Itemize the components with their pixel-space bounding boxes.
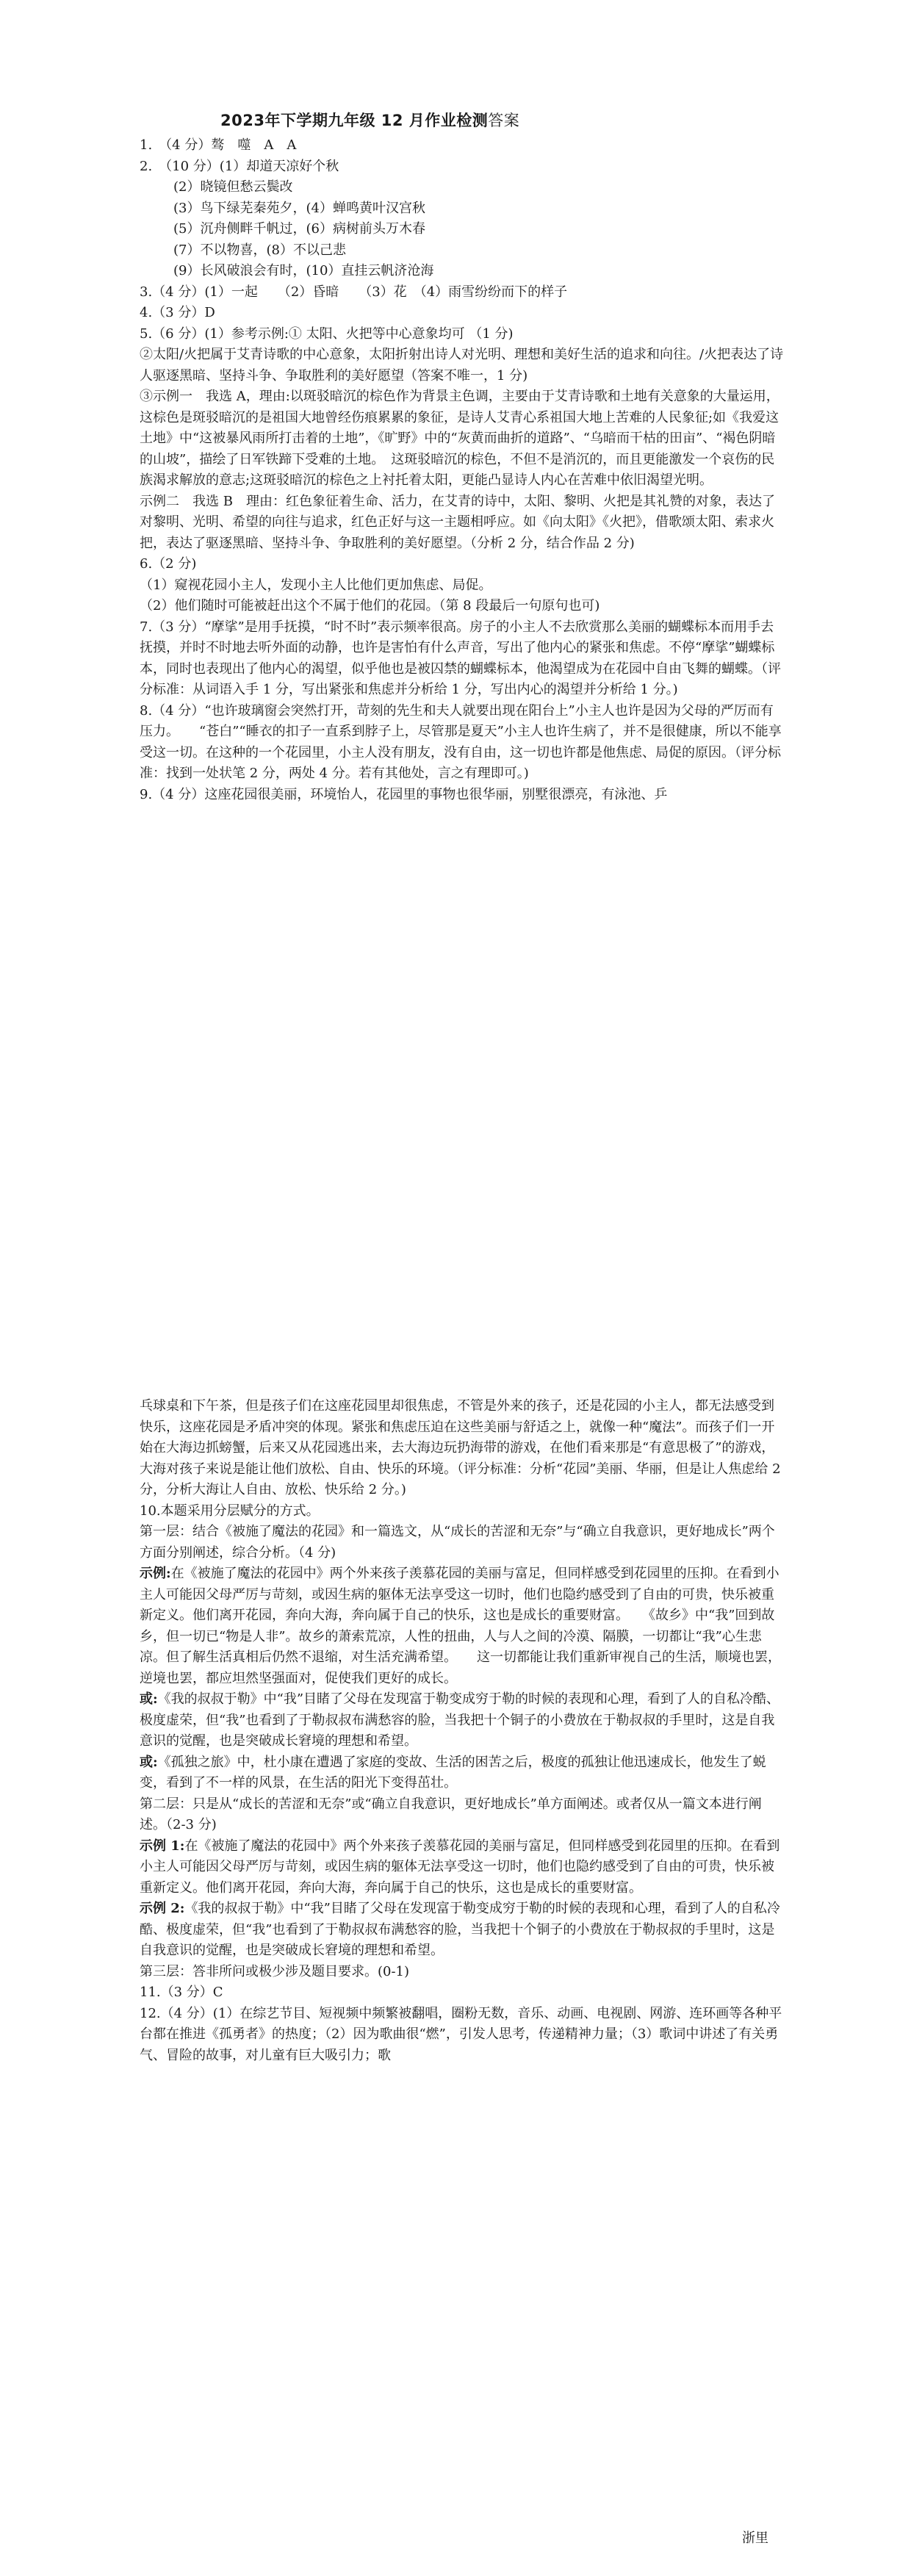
answer-q10-layer1: 第一层：结合《被施了魔法的花园》和一篇选文，从“成长的苦涩和无奈”与“确立自我意识，更好地成长”两个方面分别阐述，综合分析。（4 分) bbox=[140, 1524, 775, 1561]
example-text: 在《被施了魔法的花园中》两个外来孩子羡慕花园的美丽与富足，但同样感受到花园里的压抑。在看到小主人可能因父母严厉与苛刻，或因生病的躯体无法享受这一切时，他们也隐约感受到了自由的可贵，快乐被重新定义。他们离开花园，奔向大海，奔向属于自己的快乐，这也是成长的重要财富。 《故乡》中“我”回到故乡，但一切已“物是人非”。故乡的萧索荒凉，人性的扭曲，人与人之间的冷漠、隔膜，一切都让“我”心生悲凉。但了解生活真相后仍然不退缩，对生活充满希望。 这一切都能让我们重新审视自己的生活，顺境也罢，逆境也罢，都应坦然坚强面对，促使我们更好的成长。 bbox=[140, 1566, 781, 1686]
answer-q10-example bbox=[140, 1564, 786, 1689]
answer-q9-continued: 乓球桌和下午茶，但是孩子们在这座花园里却很焦虑，不管是外来的孩子，还是花园的小主人，都无法感受到快乐，这座花园是矛盾冲突的体现。紧张和焦虑压迫在这些美丽与舒适之上，就像一种“魔法”。而孩子们一开始在大海边抓螃蟹，后来又从花园逃出来，去大海边玩扔海带的游戏，在他们看来那是“有意思极了”的游戏，大海对孩子来说是能让他们放松、自由、快乐的环境。（评分标准：分析“花园”美丽、华丽，但是让人焦虑给 2 分，分析大海让人自由、放松、快乐给 2 分。) bbox=[140, 1398, 781, 1497]
answer-q12: 12.（4 分）(1）在综艺节目、短视频中频繁被翻唱，圈粉无数，音乐、动画、电视剧、网游、连环画等各种平台都在推进《孤勇者》的热度；（2）因为歌曲很“燃”，引发人思考，传递精神力量；（3）歌词中讲述了有关勇气、冒险的故事，对儿童有巨大吸引力；歌 bbox=[140, 2005, 782, 2063]
answer-q10-example2 bbox=[140, 1899, 786, 1962]
answer-q4: 4.（3 分）D bbox=[140, 305, 215, 320]
answer-q5-example2: 示例二 我选 B 理由：红色象征着生命、活力，在艾青的诗中，太阳、黎明、火把是其礼赞的对象，表达了对黎明、光明、希望的向往与追求，红色正好与这一主题相呼应。如《向太阳》《火把》，借歌颂太阳、索求火把，表达了驱逐黑暗、坚持斗争、争取胜利的美好愿望。（分析 2 分，结合作品 2 分) bbox=[140, 493, 775, 551]
answer-q5: 5.（6 分）(1）参考示例:① 太阳、火把等中心意象均可 （1 分) bbox=[140, 325, 514, 342]
answer-q2-line: (9）长风破浪会有时，(10）直挂云帆济沧海 bbox=[173, 263, 434, 278]
or-text: 《我的叔叔于勒》中“我”目睹了父母在发现富于勒变成穷于勒的时候的表现和心理，看到了人的自私冷酷、极度虚荣，但“我”也看到了于勒叔叔布满愁容的脸，当我把十个铜子的小费放在于勒叔叔的手里时，这是自我意识的觉醒，也是突破成长窘境的理想和希望。 bbox=[140, 1691, 780, 1749]
answer-q7: 7.（3 分）“摩挲”是用手抚摸，“时不时”表示频率很高。房子的小主人不去欣赏那么美丽的蝴蝶标本而用手去抚摸，并时不时地去听外面的动静，也许是害怕有什么声音，写出了他内心的紧张和焦虑。不停“摩挲”蝴蝶标本，同时也表现出了他内心的渴望，似乎他也是被囚禁的蝴蝶标本，他渴望成为在花园中自由飞舞的蝴蝶。（评分标准：从词语入手 1 分，写出紧张和焦虑并分析给 1 分，写出内心的渴望并分析给 1 分。) bbox=[140, 619, 781, 697]
example1-label: 示例 1: bbox=[140, 1838, 185, 1854]
answer-q10-example1 bbox=[140, 1836, 786, 1899]
or-label: 或: bbox=[140, 1754, 158, 1770]
answer-q8: 8.（4 分）“也许玻璃窗会突然打开，苛刻的先生和夫人就要出现在阳台上”小主人也许是因为父母的严厉而有压力。 “苍白”“睡衣的扣子一直系到脖子上，尽管那是夏天”小主人也许生病了，并不是很健康，所以不能享受这一切。在这种的一个花园里，小主人没有朋友，没有自由，这一切也许都是他焦虑、局促的原因。（评分标准：找到一处状笔 2 分，两处 4 分。若有其他处，言之有理即可。) bbox=[140, 702, 782, 781]
answer-q10-layer2: 第二层：只是从“成长的苦涩和无奈”或“确立自我意识，更好地成长”单方面阐述。或者仅从一篇文本进行阐述。（2-3 分) bbox=[140, 1796, 762, 1832]
answer-q10-layer3: 第三层：答非所问或极少涉及题目要求。(0-1) bbox=[140, 1963, 410, 1979]
title-main: 2023年下学期九年级 12 月作业检测 bbox=[220, 112, 489, 129]
answer-q3: 3.（4 分）(1）一起 （2）昏暗 （3）花 （4）雨雪纷纷而下的样子 bbox=[140, 284, 568, 300]
answer-q2-line: (2）晓镜但愁云鬓改 bbox=[173, 179, 293, 195]
answer-q5-part2: ②太阳/火把属于艾青诗歌的中心意象，太阳折射出诗人对光明、理想和美好生活的追求和向往。/火把表达了诗人驱逐黑暗、坚持斗争、争取胜利的美好愿望（答案不唯一，1 分) bbox=[140, 347, 784, 384]
title-suffix: 答案 bbox=[488, 112, 520, 129]
document-title bbox=[220, 109, 519, 131]
or-text: 《孤独之旅》中，杜小康在遭遇了家庭的变故、生活的困苦之后，极度的孤独让他迅速成长，他发生了蜕变，看到了不一样的风景，在生活的阳光下变得茁壮。 bbox=[140, 1754, 766, 1791]
or-label: 或: bbox=[140, 1691, 158, 1707]
answer-q5-example1: ③示例一 我选 A，理由:以斑驳暗沉的棕色作为背景主色调，主要由于艾青诗歌和土地有关意象的大量运用，这棕色是斑驳暗沉的是祖国大地曾经伤痕累累的象征，是诗人艾青心系祖国大地上苦难的人民象征;如《我爱这土地》中“这被暴风雨所打击着的土地”，《旷野》中的“灰黄而曲折的道路”、“乌暗而干枯的田亩”、“褐色阴暗的山坡”，描绘了日军铁蹄下受难的土地。 这斑驳暗沉的棕色，不但不是消沉的，而且更能激发一个哀伤的民族渴求解放的意志;这斑驳暗沉的棕色之上衬托着太阳，更能凸显诗人内心在苦难中依旧渴望光明。 bbox=[140, 389, 779, 488]
answer-q6-part2: （2）他们随时可能被赶出这个不属于他们的花园。（第 8 段最后一句原句也可) bbox=[140, 598, 600, 614]
answer-q2: 2. （10 分）(1）却道天凉好个秋 bbox=[140, 158, 339, 174]
answer-q2-line: (5）沉舟侧畔千帆过，(6）病树前头万木春 bbox=[173, 221, 425, 237]
answer-q6: 6.（2 分) bbox=[140, 556, 197, 572]
example2-text: 《我的叔叔于勒》中“我”目睹了父母在发现富于勒变成穷于勒的时候的表现和心理，看到了人的自私冷酷、极度虚荣，但“我”也看到了于勒叔叔布满愁容的脸，当我把十个铜子的小费放在于勒叔叔的手里时，这是自我意识的觉醒，也是突破成长窘境的理想和希望。 bbox=[140, 1901, 780, 1958]
answers-part-1 bbox=[140, 135, 786, 805]
answer-q1: 1. （4 分）骜 噬 A A bbox=[140, 137, 297, 153]
answer-q10: 10.本题采用分层赋分的方式。 bbox=[140, 1503, 320, 1519]
example1-text: 在《被施了魔法的花园中》两个外来孩子羡慕花园的美丽与富足，但同样感受到花园里的压抑。在看到小主人可能因父母严厉与苛刻，或因生病的躯体无法享受这一切时，他们也隐约感受到了自由的可贵，快乐被重新定义。他们离开花园，奔向大海，奔向属于自己的快乐，这也是成长的重要财富。 bbox=[140, 1838, 780, 1896]
answer-q10-or2 bbox=[140, 1752, 786, 1794]
example2-label: 示例 2: bbox=[140, 1901, 185, 1916]
example-label: 示例: bbox=[140, 1566, 171, 1581]
answer-q2-line: (7）不以物喜，(8）不以己悲 bbox=[173, 242, 346, 258]
answer-q2-line: (3）鸟下绿芜秦苑夕，(4）蝉鸣黄叶汉宫秋 bbox=[173, 200, 425, 216]
answer-q11: 11.（3 分）C bbox=[140, 1985, 223, 2000]
answer-q9-start: 9.（4 分）这座花园很美丽，环境怡人，花园里的事物也很华丽，别墅很漂亮，有泳池、乒 bbox=[140, 786, 668, 802]
answers-part-2 bbox=[140, 1396, 786, 2066]
answer-q6-part1: （1）窥视花园小主人，发现小主人比他们更加焦虑、局促。 bbox=[140, 577, 492, 593]
footer-mark: 浙里 bbox=[742, 2530, 768, 2546]
answer-q10-or1 bbox=[140, 1689, 786, 1752]
